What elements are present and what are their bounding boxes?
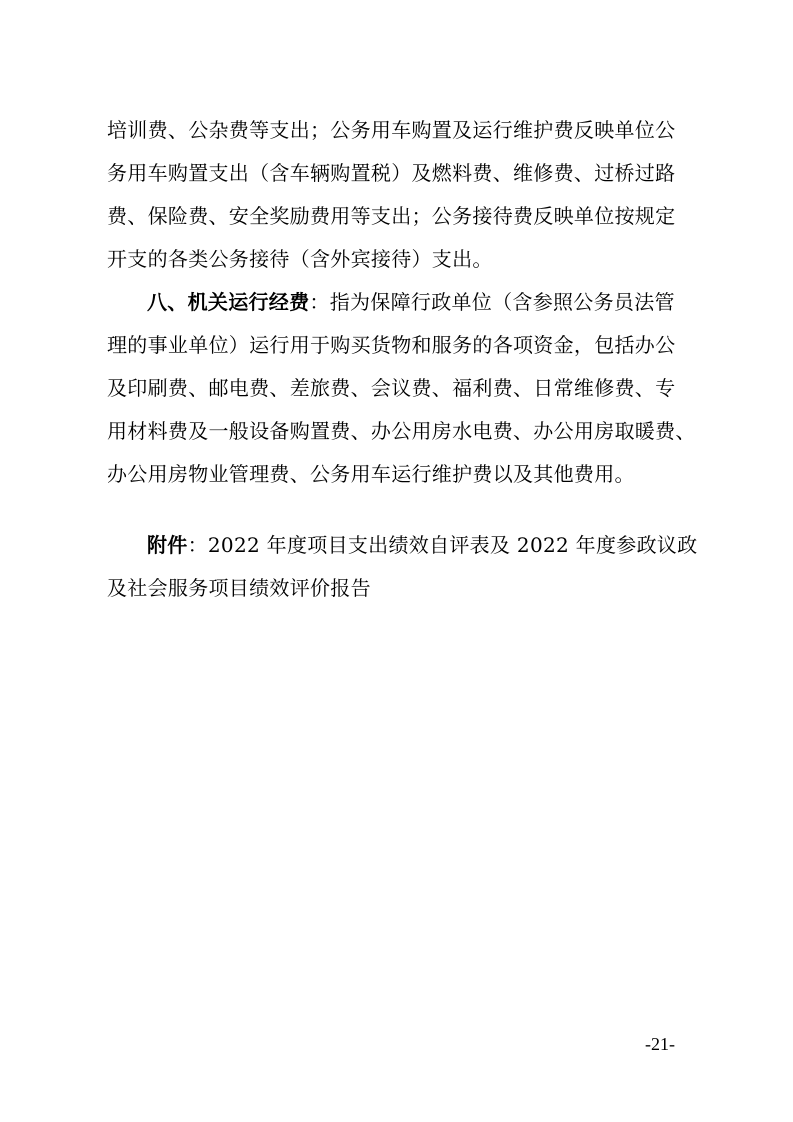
paragraph-2-line-2: 理的事业单位）运行用于购买货物和服务的各项资金，包括办公 xyxy=(107,333,676,357)
page-number: -21- xyxy=(645,1034,675,1054)
paragraph-2-first-line xyxy=(147,288,687,316)
attachment-title-part-1: ：2022 年度项目支出绩效自评表及 2022 年度参政议政 xyxy=(187,533,698,557)
paragraph-1-line-3: 费、保险费、安全奖励费用等支出；公务接待费反映单位按规定 xyxy=(107,204,676,228)
paragraph-1-line-1: 培训费、公杂费等支出；公务用车购置及运行维护费反映单位公 xyxy=(107,118,676,142)
attachment-line-1 xyxy=(147,531,698,559)
paragraph-1-line-4: 开支的各类公务接待（含外宾接待）支出。 xyxy=(107,247,493,271)
section-heading-text: ：指为保障行政单位（含参照公务员法管 xyxy=(309,290,675,314)
attachment-label: 附件 xyxy=(147,533,188,557)
paragraph-1-line-2: 务用车购置支出（含车辆购置税）及燃料费、维修费、过桥过路 xyxy=(107,161,676,185)
attachment-line-2: 及社会服务项目绩效评价报告 xyxy=(107,576,371,600)
paragraph-2-line-3: 及印刷费、邮电费、差旅费、会议费、福利费、日常维修费、专 xyxy=(107,376,676,400)
paragraph-2-line-4: 用材料费及一般设备购置费、办公用房水电费、办公用房取暖费、 xyxy=(107,419,696,443)
paragraph-2-line-5: 办公用房物业管理费、公务用车运行维护费以及其他费用。 xyxy=(107,462,635,486)
section-heading: 八、机关运行经费 xyxy=(147,290,310,314)
